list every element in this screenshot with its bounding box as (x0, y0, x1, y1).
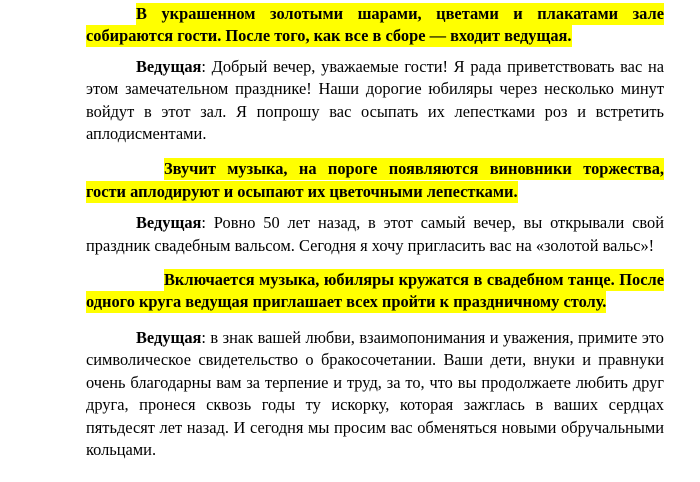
stage-direction-3 (86, 269, 664, 314)
speech-text: Добрый вечер, уважаемые гости! Я рада приветствовать вас на этом замечательном празднике! Наши дорогие юбиляры через несколько минут войдут в этот зал. Я попрошу вас осыпать их лепестками роз и встретить аплодисментами. (86, 56, 664, 144)
stage-direction-text: Звучит музыка, на пороге появляются виновники торжества, гости аплодируют и осыпают их цветочными лепестками. (86, 159, 664, 201)
stage-direction-text: В украшенном золотыми шарами, цветами и плакатами зале собираются гости. После того, как все в сборе — входит ведущая. (86, 4, 664, 46)
host-speech-1 (86, 56, 664, 146)
speaker-label: Ведущая (136, 327, 202, 347)
speech-text: в знак вашей любви, взаимопонимания и уважения, примите это символическое свидетельство о бракосочетании. Ваши дети, внуки и правнуки очень благодарны вам за терпение и труд, за то, что вы продолжаете любить друг друга, пронеся сквозь годы ту искорку, которая зажглась в ваших сердцах пятьдесят лет назад. И сегодня мы просим вас обменяться новыми обручальными кольцами. (86, 327, 665, 459)
stage-direction-text: Включается музыка, юбиляры кружатся в свадебном танце. После одного круга ведущая приглашает всех пройти к праздничному столу. (86, 270, 664, 312)
speaker-label: Ведущая (136, 213, 202, 233)
speech-text: Ровно 50 лет назад, в этот самый вечер, вы открывали свой праздник свадебным вальсом. Сегодня я хочу пригласить вас на «золотой вальс»! (86, 213, 664, 255)
stage-direction-2 (86, 158, 664, 203)
speaker-separator: : (201, 56, 212, 76)
host-speech-2 (86, 212, 664, 257)
speaker-separator: : (201, 327, 211, 347)
stage-direction-1 (86, 3, 664, 48)
speaker-label: Ведущая (136, 56, 202, 76)
host-speech-3 (86, 327, 664, 461)
document-page (86, 3, 664, 461)
speaker-separator: : (201, 213, 214, 233)
